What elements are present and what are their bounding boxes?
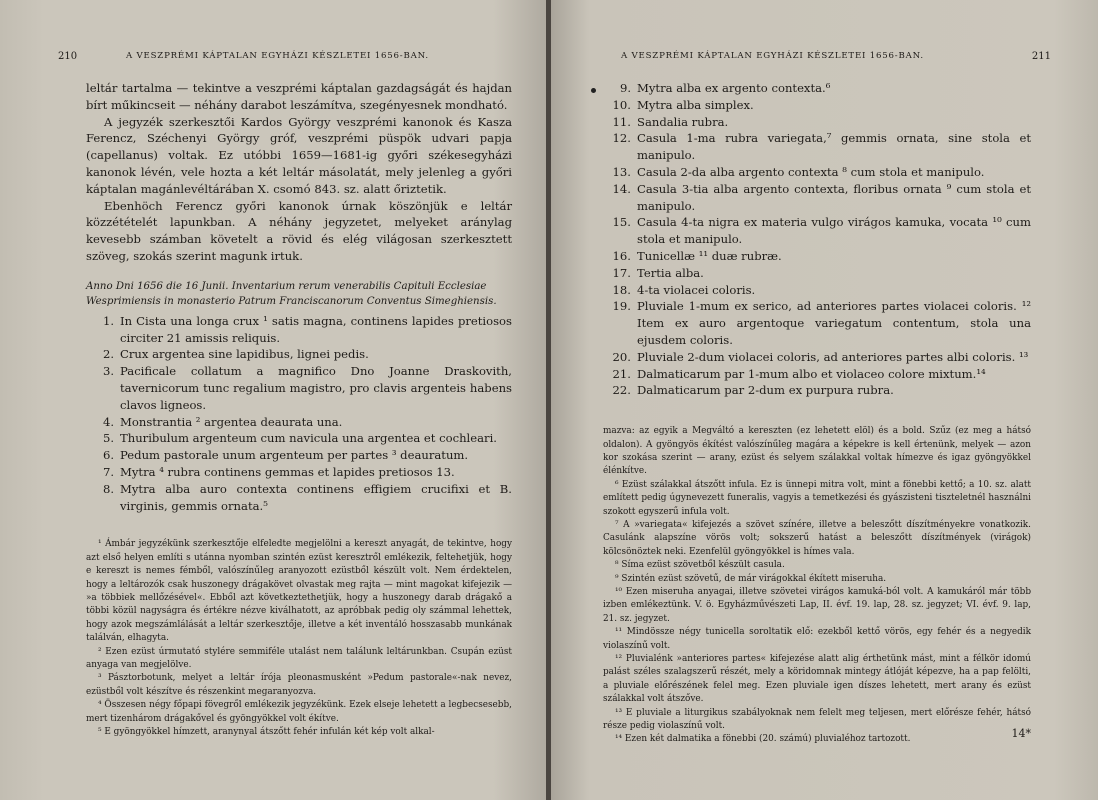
left-page-number: 210	[58, 51, 78, 62]
item-number: 4.	[102, 414, 114, 429]
item-text: Casula 2-da alba argento contexta ⁸ cum stola et manipulo.	[637, 164, 985, 179]
item-text: Tertia alba.	[637, 265, 704, 280]
left-intro	[86, 80, 512, 265]
item-number: 1.	[102, 313, 114, 328]
inventory-item	[603, 248, 1031, 265]
left-page	[0, 0, 548, 800]
inventory-item	[603, 214, 1031, 248]
footnote: ¹² Pluvialénk »anteriores partes« kifejezése alatt alig érthetünk mást, mint a félkör idomú palást széles szalagszerű részét, mely a köridomnak mintegy átlóját képezve, ha a pap felölti, a pluviale előrészének felel meg. Ezen pluviale igen díszes lehetett, mert arany és ezüst szálakkal volt átszőve.	[603, 654, 1031, 705]
left-running-title: A VESZPRÉMI KÁPTALAN EGYHÁZI KÉSZLETEI 1656-BAN.	[126, 51, 429, 61]
item-number: 5.	[102, 431, 114, 446]
item-text: Tunicellæ ¹¹ duæ rubræ.	[637, 248, 782, 263]
footnote: ⁵ E gyöngyökkel hímzett, aranynyal átszőtt fehér infulán két kép volt alkal-	[98, 727, 435, 738]
inventory-item	[86, 313, 512, 347]
item-number: 18.	[612, 282, 631, 297]
inventory-item	[86, 430, 512, 447]
footnote: ³ Pásztorbotunk, melyet a leltár írója pleonasmusként »Pedum pastorale«-nak nevez, ezüstből volt készítve és részenkint megaranyozva.	[86, 673, 512, 697]
item-number: 10.	[612, 97, 631, 112]
footnote: ⁶ Ezüst szálakkal átszőtt infula. Ez is ünnepi mitra volt, mint a fönebbi kettő; a 10. sz. alatt említett pedig úgynevezett funeralis, vagyis a temetkezési és gyászisteni tiszteletnél használni szokott egyszerű infula volt.	[603, 479, 1031, 517]
margin-dot	[591, 88, 596, 93]
left-running-head	[58, 51, 512, 71]
item-number: 3.	[102, 364, 114, 379]
right-page-number: 211	[1031, 51, 1051, 62]
item-number: 13.	[612, 164, 631, 179]
item-number: 2.	[102, 347, 114, 362]
footnote: ¹⁴ Ezen két dalmatika a fönebbi (20. számú) pluvialéhoz tartozott.	[615, 734, 911, 745]
inventory-item	[603, 164, 1031, 181]
item-text: Thuribulum argenteum cum navicula una argentea et cochleari.	[120, 431, 497, 446]
inventory-heading: Anno Dni 1656 die 16 Junii. Inventarium rerum venerabilis Capituli Ecclesiae Wesprimiensis in monasterio Patrum Franciscanorum Conventus Simeghiensis.	[86, 280, 497, 307]
item-text: Mytra ⁴ rubra continens gemmas et lapides pretiosos 13.	[120, 464, 455, 479]
item-number: 6.	[102, 448, 114, 463]
item-number: 8.	[102, 481, 114, 496]
item-number: 11.	[612, 114, 631, 129]
footnote: ¹³ E pluviale a liturgikus szabályoknak nem felelt meg teljesen, mert előrésze fehér, hátsó része pedig violaszínű volt.	[603, 707, 1031, 732]
inventory-item	[603, 382, 1031, 399]
item-text: Casula 4-ta nigra ex materia vulgo virágos kamuka, vocata ¹⁰ cum stola et manipulo.	[637, 215, 1031, 247]
item-number: 17.	[612, 265, 631, 280]
item-text: Sandalia rubra.	[637, 114, 729, 129]
inventory-item	[603, 282, 1031, 299]
inventory-item	[86, 414, 512, 431]
item-text: Pluviale 2-dum violacei coloris, ad anteriores partes albi coloris. ¹³	[637, 349, 1029, 364]
right-running-title: A VESZPRÉMI KÁPTALAN EGYHÁZI KÉSZLETEI 1656-BAN.	[621, 51, 924, 61]
item-number: 7.	[102, 464, 114, 479]
inventory-item	[603, 298, 1031, 348]
item-text: Dalmaticarum par 1-mum albo et violaceo colore mixtum.¹⁴	[637, 366, 986, 381]
item-text: Casula 1-ma rubra variegata,⁷ gemmis ornata, sine stola et manipulo.	[637, 131, 1031, 163]
footnote: ² Ezen ezüst úrmutató stylére semmiféle utalást nem találunk leltárunkban. Csupán ezüst anyaga van megjelölve.	[86, 646, 512, 670]
right-page	[551, 0, 1098, 800]
item-number: 22.	[612, 383, 631, 398]
item-text: Crux argentea sine lapidibus, lignei pedis.	[120, 347, 369, 362]
inventory-item	[603, 181, 1031, 215]
item-text: Pedum pastorale unum argenteum per partes ³ deauratum.	[120, 448, 469, 463]
inventory-item	[603, 349, 1031, 366]
item-text: In Cista una longa crux ¹ satis magna, continens lapides pretiosos circiter 21 amissis reliquis.	[120, 313, 512, 345]
item-text: 4-ta violacei coloris.	[637, 282, 756, 297]
item-number: 20.	[612, 349, 631, 364]
item-number: 9.	[619, 81, 631, 95]
item-text: Pluviale 1-mum ex serico, ad anteriores partes violacei coloris. ¹² Item ex auro argentoque variegatum contentum, stola una ejusdem coloris.	[637, 299, 1031, 347]
item-text: Pacificale collatum a magnifico Dno Joanne Draskovith, tavernicorum tunc regalium magistro, pro clavis argenteis habens clavos ligneos.	[120, 364, 512, 412]
footnote: ⁷ A »variegata« kifejezés a szövet színére, illetve a beleszőtt díszítményekre vonatkozik. Casulánk alapszíne vörös volt; sokszerű hatást a beleszőtt díszítmények (virágok) kölcsönöztek neki. Ezenfelül gyöngyökkel is hímes vala.	[603, 519, 1031, 557]
left-page-content	[58, 0, 512, 800]
inventory-item	[86, 464, 512, 481]
item-number: 16.	[612, 248, 631, 263]
footnote: mazva: az egyik a Megváltó a kereszten (ez lehetett elöl) és a bold. Szűz (ez meg a hátsó oldalon). A gyöngyös ékítést valószínűleg magára a képekre is kell értenünk, melyek — azon kor szokása szerint — arany, ezüst és selyem szálakkal voltak hímezve és igaz gyöngyökkel élénkítve.	[603, 426, 1031, 477]
inventory-item	[603, 97, 1031, 114]
footnote: ¹⁰ Ezen miseruha anyagai, illetve szövetei virágos kamuká-ból volt. A kamukáról már több izben emlékeztünk. V. ö. Egyházművészeti Lap, II. évf. 19. lap, 28. sz. jegyzet; VI. évf. 9. lap, 21. sz. jegyzet.	[603, 587, 1031, 624]
item-text: Monstrantia ² argentea deaurata una.	[120, 414, 343, 429]
inventory-item	[603, 130, 1031, 164]
signature-mark: 14*	[1011, 727, 1031, 740]
footnote: ⁴ Összesen négy főpapi fövegről emlékezik jegyzékünk. Ezek elseje lehetett a legbecsesebb, mert tizenhárom drágakővel és gyöngyökkel volt ékítve.	[86, 700, 512, 724]
right-footnotes	[603, 425, 1031, 747]
inventory-item	[86, 447, 512, 464]
intro-paragraph: leltár tartalma — tekintve a veszprémi káptalan gazdagságát és hajdan bírt műkincseit — néhány darabot leszámítva, szegényesnek mondható.	[86, 81, 512, 112]
item-number: 12.	[612, 131, 631, 146]
left-footnotes	[86, 538, 512, 739]
inventory-item	[603, 80, 1031, 97]
footnote: ⁹ Szintén ezüst szövetű, de már virágokkal ékített miseruha.	[615, 573, 887, 584]
right-page-content	[603, 0, 1051, 800]
item-text: Mytra alba auro contexta continens effigiem crucifixi et B. virginis, gemmis ornata.⁵	[120, 481, 512, 513]
item-text: Casula 3-tia alba argento contexta, floribus ornata ⁹ cum stola et manipulo.	[637, 181, 1031, 213]
inventory-item	[603, 265, 1031, 282]
inventory-item	[86, 346, 512, 363]
left-inventory-list	[86, 313, 512, 515]
item-text: Mytra alba ex argento contexta.⁶	[637, 81, 831, 95]
footnote: ⁸ Síma ezüst szövetből készült casula.	[615, 560, 785, 571]
inventory-item	[603, 114, 1031, 131]
right-running-head	[603, 51, 1051, 71]
right-inventory-list	[603, 80, 1031, 399]
item-number: 21.	[612, 366, 631, 381]
item-text: Dalmaticarum par 2-dum ex purpura rubra.	[637, 383, 894, 398]
footnote: ¹¹ Mindössze négy tunicella soroltatik elő: ezekből kettő vörös, egy fehér és a negyedik violaszínű volt.	[603, 627, 1031, 651]
intro-paragraph: Ebenhöch Ferencz győri kanonok úrnak köszönjük e leltár közzétételét lapunkban. A néhány jegyzetet, melyeket aránylag kevesebb számban követelt a rövid és elég világosan szerkesztett szöveg, szokás szerint magunk irtuk.	[86, 198, 512, 263]
footnote: ¹ Ámbár jegyzékünk szerkesztője elfeledte megjelölni a kereszt anyagát, de tekintve, hogy azt első helyen említi s utánna nyomban szintén ezüst keresztről emlékezik, feltehetjük, hogy e kereszt is nemes fémből, valószínűleg aranyozott ezüstből készült volt. Nem érdektelen, hogy a leltározók csak huszonegy drágakövet olvastak meg rajta — mint magokat kifejezik — »a többiek mellőzésével«. Ebből azt következtethetjük, hogy a huszonegy darab drágakő a többi közül nagyságra és értékre nézve kiválhatott, az apróbbak pedig oly számmal lehettek, hogy azok megszámlálását a leltár szerkesztője, illetve a két inventáló hosszasabb munkának találván, elhagyta.	[86, 539, 512, 644]
inventory-item	[86, 363, 512, 413]
item-number: 14.	[612, 181, 631, 196]
inventory-item	[603, 366, 1031, 383]
inventory-item	[86, 481, 512, 515]
item-number: 19.	[612, 299, 631, 314]
item-text: Mytra alba simplex.	[637, 97, 754, 112]
item-number: 15.	[612, 215, 631, 230]
intro-paragraph: A jegyzék szerkesztői Kardos György veszprémi kanonok és Kasza Ferencz, Széchenyi György gróf, veszprémi püspök udvari papja (capellanus) voltak. Ez utóbbi 1659—1681-ig győri székesegyházi kanonok lévén, vele hozta a két leltár másolatát, mely jelenleg a győri káptalan magánlevéltárában X. csomó 843. sz. alatt őriztetik.	[86, 114, 512, 196]
